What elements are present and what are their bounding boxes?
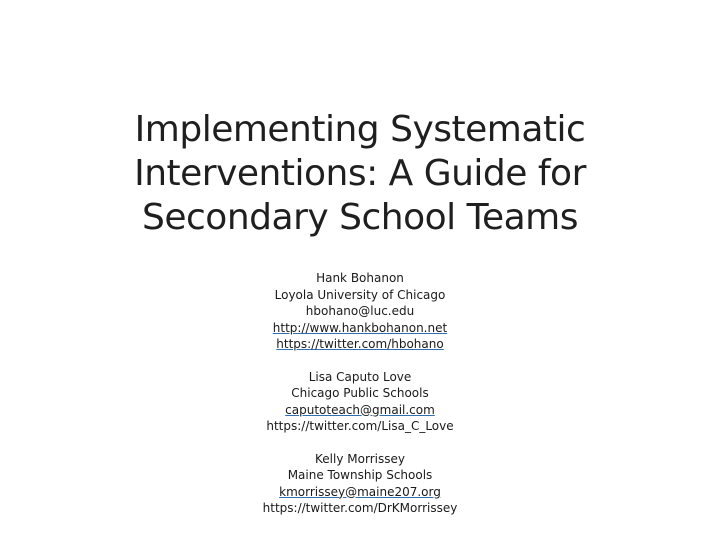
author-name: Lisa Caputo Love [308, 369, 412, 384]
author-name: Kelly Morrissey [315, 451, 405, 466]
author-website-link[interactable]: http://www.hankbohanon.net [272, 320, 448, 335]
title-line-2: Interventions: A Guide for [134, 153, 586, 195]
author-email: hbohano@luc.edu [305, 304, 415, 318]
author-name: Hank Bohanon [316, 271, 404, 285]
slide-title [60, 108, 660, 240]
author-twitter-link[interactable]: https://twitter.com/hbohano [276, 337, 444, 351]
author-affiliation: Maine Township Schools [287, 468, 433, 482]
title-line-3: Secondary School Teams [142, 197, 578, 239]
author-affiliation: Chicago Public Schools [291, 386, 429, 400]
author-twitter: https://twitter.com/DrKMorrissey [262, 501, 458, 515]
author-affiliation: Loyola University of Chicago [274, 287, 446, 302]
author-list [160, 270, 560, 533]
title-line-1: Implementing Systematic [134, 109, 586, 151]
author-email-link[interactable]: kmorrissey@maine207.org [279, 484, 441, 499]
author-block-bohanon [160, 270, 560, 353]
author-block-love [160, 369, 560, 435]
author-email-link[interactable]: caputoteach@gmail.com [285, 402, 435, 417]
author-twitter: https://twitter.com/Lisa_C_Love [266, 419, 454, 433]
author-block-morrissey [160, 451, 560, 517]
